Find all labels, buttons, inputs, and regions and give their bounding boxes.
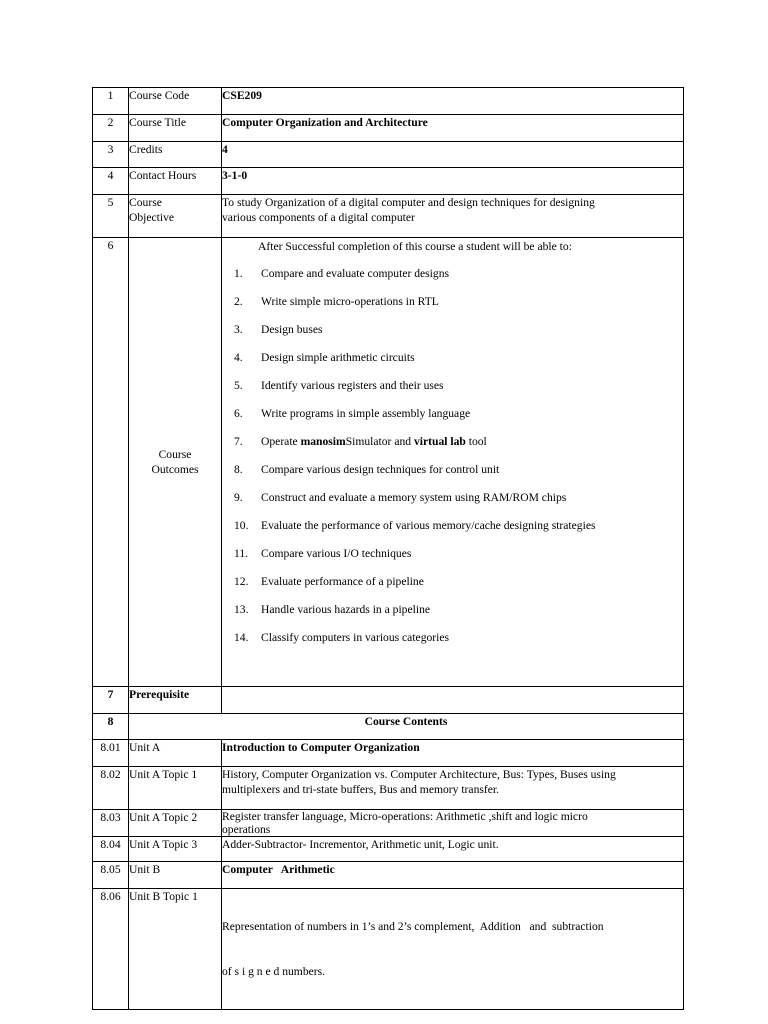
row-label: Course Title: [129, 115, 222, 142]
row-prerequisite: [93, 687, 684, 714]
row-8-06: [93, 889, 684, 1010]
contact-hours-value: 3-1-0: [222, 168, 684, 195]
row-label: Unit B Topic 1: [129, 889, 222, 1010]
outcome-number: 2.: [234, 295, 243, 308]
tool-name-manosim: manosim: [300, 435, 346, 448]
topic-line: multiplexers and tri-state buffers, Bus and memory transfer.: [222, 783, 499, 796]
outcome-number: 14.: [234, 631, 249, 644]
outcomes-list: [230, 260, 683, 652]
row-8-02: [93, 767, 684, 810]
outcome-text-part: tool: [465, 435, 487, 448]
outcome-number: 3.: [234, 323, 243, 336]
row-course-contents: [93, 714, 684, 740]
row-number: 2: [93, 115, 129, 142]
row-label: Unit A Topic 1: [129, 767, 222, 810]
label-line: Course: [158, 448, 192, 461]
label-line: Objective: [129, 211, 175, 224]
outcome-number: 13.: [234, 603, 249, 616]
row-credits: [93, 142, 684, 168]
row-8-04: [93, 837, 684, 862]
topic-line: Representation of numbers in 1’s and 2’s complement, Addition and subtraction: [222, 920, 604, 933]
outcome-number: 7.: [234, 435, 243, 448]
outcome-item: [230, 512, 683, 540]
row-label: Unit B: [129, 862, 222, 889]
row-number: 8: [93, 714, 129, 740]
label-line: Course: [129, 196, 162, 209]
row-number: 1: [93, 88, 129, 115]
row-label: [129, 195, 222, 238]
objective-line: To study Organization of a digital computer and design techniques for designing: [222, 196, 595, 209]
outcome-text: Compare various design techniques for control unit: [261, 463, 500, 476]
row-label: Credits: [129, 142, 222, 168]
outcome-text: Write simple micro-operations in RTL: [261, 295, 439, 308]
course-title-value: Computer Organization and Architecture: [222, 115, 684, 142]
outcome-item: [230, 372, 683, 400]
credits-value: 4: [222, 142, 684, 168]
outcome-number: 6.: [234, 407, 243, 420]
outcome-number: 8.: [234, 463, 243, 476]
outcome-item: [230, 428, 683, 456]
outcome-number: 9.: [234, 491, 243, 504]
outcome-text: Evaluate performance of a pipeline: [261, 575, 424, 588]
outcome-number: 4.: [234, 351, 243, 364]
row-8-01: [93, 740, 684, 767]
outcome-text: Evaluate the performance of various memory/cache designing strategies: [261, 519, 596, 532]
outcome-text: Design simple arithmetic circuits: [261, 351, 415, 364]
outcome-item: [230, 540, 683, 568]
topic-line: Register transfer language, Micro-operations: Arithmetic ,shift and logic micro: [222, 810, 588, 823]
outcome-number: 5.: [234, 379, 243, 392]
unit-a-title: Introduction to Computer Organization: [222, 740, 684, 767]
outcome-item: [230, 568, 683, 596]
row-8-05: [93, 862, 684, 889]
row-label: Unit A: [129, 740, 222, 767]
outcome-text: Classify computers in various categories: [261, 631, 450, 644]
outcome-number: 10.: [234, 519, 249, 532]
row-course-code: [93, 88, 684, 115]
row-label: Prerequisite: [129, 687, 222, 714]
row-course-objective: [93, 195, 684, 238]
course-objective-value: [222, 195, 684, 238]
outcome-item: [230, 624, 683, 652]
row-number: 7: [93, 687, 129, 714]
row-contact-hours: [93, 168, 684, 195]
outcome-item: [230, 288, 683, 316]
row-number: 8.06: [93, 889, 129, 1010]
outcome-item: [230, 484, 683, 512]
row-label: Course Code: [129, 88, 222, 115]
outcome-number: 12.: [234, 575, 249, 588]
row-number: 8.02: [93, 767, 129, 810]
topic-line: of s i g n e d numbers.: [222, 965, 326, 978]
row-number: 8.04: [93, 837, 129, 862]
outcome-text-part: Operate: [261, 435, 301, 448]
outcome-text: Design buses: [261, 323, 323, 336]
outcome-item: [230, 456, 683, 484]
outcome-text: Compare various I/O techniques: [261, 547, 412, 560]
row-number: 6: [93, 238, 129, 687]
row-label: Unit A Topic 3: [129, 837, 222, 862]
row-course-title: [93, 115, 684, 142]
course-contents-heading: Course Contents: [129, 714, 684, 740]
row-number: 5: [93, 195, 129, 238]
outcome-text: Identify various registers and their uses: [261, 379, 444, 392]
row-number: 8.03: [93, 810, 129, 837]
row-number: 8.01: [93, 740, 129, 767]
outcome-text: Compare and evaluate computer designs: [261, 267, 450, 280]
row-label: Unit A Topic 2: [129, 810, 222, 837]
course-table: [92, 87, 684, 1010]
row-course-outcomes: [93, 238, 684, 687]
topic-line: operations: [222, 823, 271, 836]
topic-description: [222, 810, 684, 837]
course-outcomes-value: [222, 238, 684, 687]
outcome-item: [230, 344, 683, 372]
row-number: 3: [93, 142, 129, 168]
row-number: 4: [93, 168, 129, 195]
topic-line: History, Computer Organization vs. Computer Architecture, Bus: Types, Buses using: [222, 768, 616, 781]
label-line: Outcomes: [151, 463, 199, 476]
objective-line: various components of a digital computer: [222, 211, 415, 224]
outcome-number: 1.: [234, 267, 243, 280]
outcomes-intro: After Successful completion of this course a student will be able to:: [258, 240, 572, 253]
row-label: [129, 238, 222, 687]
outcome-text: Construct and evaluate a memory system using RAM/ROM chips: [261, 491, 567, 504]
row-number: 8.05: [93, 862, 129, 889]
topic-description: [222, 889, 684, 1010]
outcome-item: [230, 400, 683, 428]
outcome-item: [230, 260, 683, 288]
prerequisite-value: [222, 687, 684, 714]
course-code-value: CSE209: [222, 88, 684, 115]
outcome-text-part: Simulator and: [345, 435, 414, 448]
topic-description: [222, 767, 684, 810]
unit-b-title: Computer Arithmetic: [222, 862, 684, 889]
outcome-text: Write programs in simple assembly language: [261, 407, 471, 420]
topic-description: Adder-Subtractor- Incrementor, Arithmetic unit, Logic unit.: [222, 837, 684, 862]
row-8-03: [93, 810, 684, 837]
row-label: Contact Hours: [129, 168, 222, 195]
outcome-item: [230, 596, 683, 624]
outcome-item: [230, 316, 683, 344]
outcome-number: 11.: [234, 547, 249, 560]
outcome-text: Handle various hazards in a pipeline: [261, 603, 431, 616]
tool-name-virtual-lab: virtual lab: [413, 435, 466, 448]
outcome-text: [261, 434, 487, 456]
